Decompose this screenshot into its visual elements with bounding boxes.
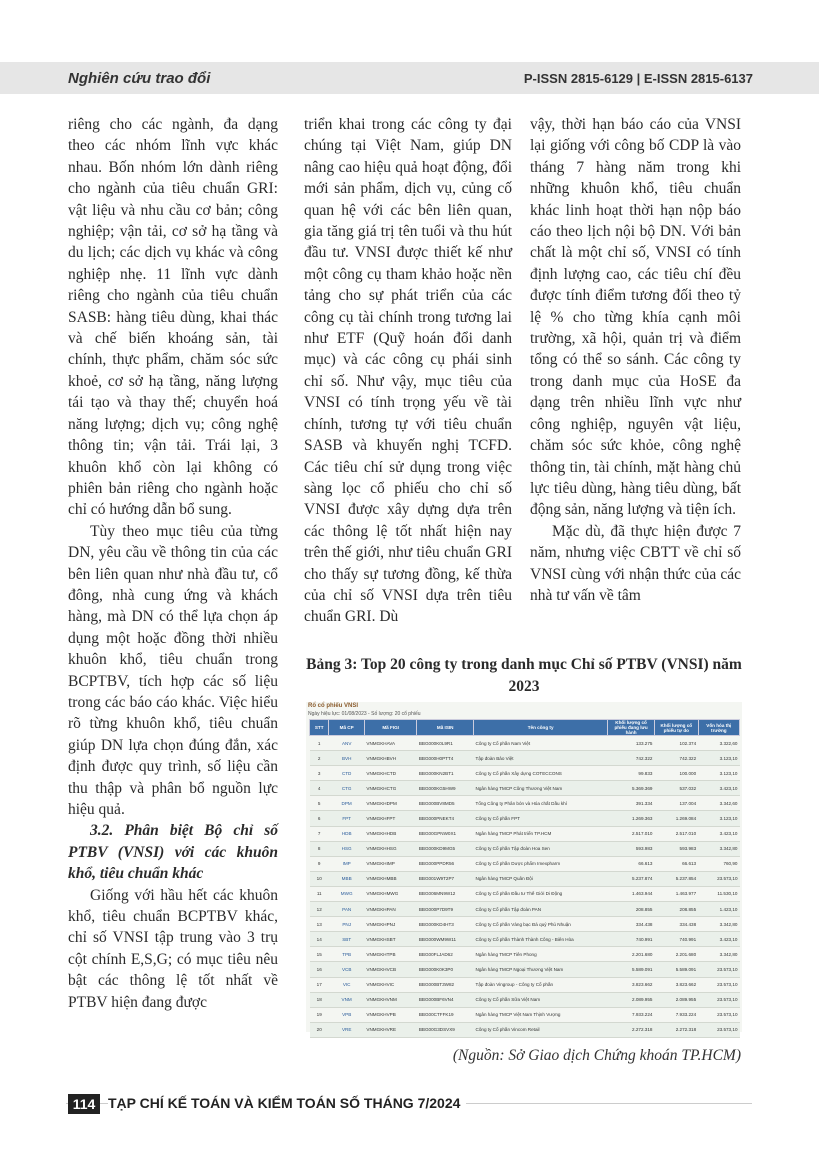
table-cell: Công ty Cổ phần Đầu tư Thế Giới Di Động — [474, 886, 608, 901]
table-cell: 2.089.955 — [608, 992, 655, 1007]
paragraph: triển khai trong các công ty đại chúng tại Việt Nam, giúp DN nâng cao hiệu quả hoạt động, đổi mới sản phẩm, dịch vụ, củng cố quan hệ với các bên liên quan, gia tăng giá trị tên tuổi và thu hút đầu tư. VNSI được thiết kế như một công cụ tham khảo hoặc nền tảng cho sự phát triển của các công cụ tài chính trong tương lai như ETF (Quỹ hoán đổi danh mục) và các công cụ phái sinh chỉ số. Như vậy, mục tiêu của VNSI có tính trọng yếu về tài chính, tương tự với tiêu chuẩn SASB và khuyến nghị TCFD. Các tiêu chí sử dụng trong việc sàng lọc cổ phiếu cho chỉ số VNSI được xây dựng dựa trên các thông lệ tốt nhất hiện nay trên thế giới, như tiêu chuẩn GRI cho thấy sự tương đồng, kế thừa của chỉ số VNSI dựa trên tiêu chuẩn GRI. Dù — [304, 116, 512, 626]
table-cell: 3.423,10 — [698, 932, 739, 947]
table-cell: 137.004 — [654, 796, 698, 811]
table-cell: VNMGKHBVH — [364, 751, 416, 766]
table-cell: BBG000KG5HW9 — [417, 781, 474, 796]
table-row — [310, 1022, 740, 1037]
table-row — [310, 736, 740, 751]
table-cell: Ngân hàng TMCP Công Thương Việt Nam — [474, 781, 608, 796]
table-cell: 66.613 — [608, 856, 655, 871]
table-cell: CTG — [329, 781, 365, 796]
table-cell: MBB — [329, 871, 365, 886]
table-row — [310, 766, 740, 781]
table-cell: 2.517.010 — [608, 826, 655, 841]
column-header: Khối lượng cổ phiếu tự do — [654, 720, 698, 736]
table-cell: BBG000K0L9R1 — [417, 736, 474, 751]
table-cell: 66.613 — [654, 856, 698, 871]
table-cell: BBG000PPDR56 — [417, 856, 474, 871]
table-cell: 2.517.010 — [654, 826, 698, 841]
table-cell: 16 — [310, 962, 329, 977]
table-cell: 3.123,10 — [698, 766, 739, 781]
column-header: STT — [310, 720, 329, 736]
column-header: Vốn hóa thị trường — [698, 720, 739, 736]
table-cell: HSG — [329, 841, 365, 856]
table-cell: 7 — [310, 826, 329, 841]
table-cell: 19 — [310, 1007, 329, 1022]
table-cell: 3.823.662 — [654, 977, 698, 992]
table-cell: Công ty Cổ phần Xây dựng COTECCONS — [474, 766, 608, 781]
table-cell: 23.573,10 — [698, 992, 739, 1007]
paragraph: Giống với hầu hết các khuôn khổ, tiêu chuẩn BCPTBV khác, chỉ số VNSI tập trung vào 3 trụ cột chính E,S,G; có mục tiêu nêu bật các thông lệ tốt nhất về PTBV hiện đang được — [68, 886, 278, 1011]
table-row — [310, 977, 740, 992]
table-cell: BBG000BF6VN4 — [417, 992, 474, 1007]
table-row — [310, 932, 740, 947]
table-cell: 208.855 — [608, 902, 655, 917]
table-cell: HDB — [329, 826, 365, 841]
table-cell: VNMGKHAVA — [364, 736, 416, 751]
table-cell: BBG000WM9W11 — [417, 932, 474, 947]
table-cell: VNMGKHFPT — [364, 811, 416, 826]
table-cell: 12 — [310, 902, 329, 917]
table-cell: MWG — [329, 886, 365, 901]
table-cell: 3.342,80 — [698, 947, 739, 962]
table-cell: Công ty Cổ phần Tập đoàn Hoa Sen — [474, 841, 608, 856]
table-subcaption: Ngày hiệu lực: 01/08/2023 - Số lượng: 20 cổ phiếu — [308, 711, 421, 717]
table-cell: 593.983 — [608, 841, 655, 856]
table-cell: BBG00CTFFK19 — [417, 1007, 474, 1022]
table-cell: 100.000 — [654, 766, 698, 781]
table-cell: VNMGKHMBB — [364, 871, 416, 886]
table-cell: 3.342,80 — [698, 917, 739, 932]
table-cell: BBG000BT3W82 — [417, 977, 474, 992]
table-cell: Công ty Cổ phần FPT — [474, 811, 608, 826]
table-row — [310, 826, 740, 841]
table-row — [310, 917, 740, 932]
column-header: Mã ISIN — [417, 720, 474, 736]
table-cell: VRE — [329, 1022, 365, 1037]
table-cell: VIC — [329, 977, 365, 992]
table-cell: VNMGKHSBT — [364, 932, 416, 947]
table-row — [310, 1007, 740, 1022]
table-cell: PNJ — [329, 917, 365, 932]
table-row — [310, 886, 740, 901]
table-cell: PAN — [329, 902, 365, 917]
table-cell: 133.275 — [608, 736, 655, 751]
table-cell: DPM — [329, 796, 365, 811]
table-cell: 208.855 — [654, 902, 698, 917]
table-row — [310, 871, 740, 886]
table-cell: 14 — [310, 932, 329, 947]
paragraph: vậy, thời hạn báo cáo của VNSI lại giống với công bố CDP là vào tháng 7 hàng năm trong khi những khuôn khổ, tiêu chuẩn khác linh hoạt thời hạn nộp báo cáo theo lịch nội bộ DN. Với bản chất là một chỉ số, VNSI có tính định lượng cao, các tiêu chí đều được tính điểm tương đối theo tỷ lệ % cho từng khía cạnh môi trường, xã hội, quản trị và điểm tổng có thể so sánh. Các công ty trong danh mục của HoSE đa dạng trên nhiều lĩnh vực như công nghiệp, nguyên vật liệu, chăm sóc sức khỏe, công nghệ thông tin, tài chính, mặt hàng chủ lực tiêu dùng, hàng tiêu dùng, bất động sản, năng lượng và tiện ích. — [530, 116, 741, 519]
table-cell: IMP — [329, 856, 365, 871]
table-cell: 7.933.224 — [608, 1007, 655, 1022]
table-cell: Công ty Cổ phần Vincom Retail — [474, 1022, 608, 1037]
table-cell: FPT — [329, 811, 365, 826]
table-cell: Ngân hàng TMCP Việt Nam Thịnh Vượng — [474, 1007, 608, 1022]
table-cell: 15 — [310, 947, 329, 962]
table-cell: 99.833 — [608, 766, 655, 781]
table-cell: BBG000BV8MD5 — [417, 796, 474, 811]
table-cell: BBG000H0PTT4 — [417, 751, 474, 766]
column-3 — [530, 114, 741, 606]
table-caption: Rổ cổ phiếu VNSI — [308, 703, 359, 709]
table-cell: 740.991 — [654, 932, 698, 947]
table-cell: 537.032 — [654, 781, 698, 796]
paragraph: riêng cho các ngành, đa dạng theo các nhóm lĩnh vực khác nhau. Bốn nhóm lớn dành riêng cho ngành của tiêu chuẩn GRI: vật liệu và nhu cầu cơ bản; công nghiệp; vận tải, cơ sở hạ tầng và du lịch; các dịch vụ khác và công nghiệp nhẹ. 11 lĩnh vực dành riêng cho ngành của tiêu chuẩn SASB: hàng tiêu dùng, khai thác và chế biến khoáng sản, tài chính, thực phẩm, chăm sóc sức khoẻ, cơ sở hạ tầng, năng lượng tái tạo và thay thế; chuyển hoá năng lượng; dịch vụ; công nghệ thông tin; vận tải. Trái lại, 3 khuôn khổ còn lại không có phiên bản riêng cho ngành hoặc chỉ có hướng dẫn bổ sung. — [68, 116, 278, 519]
table-cell: BBG000PNEKT4 — [417, 811, 474, 826]
table-cell: VNMGKHPAN — [364, 902, 416, 917]
issn-label: P-ISSN 2815-6129 | E-ISSN 2815-6137 — [523, 71, 753, 86]
table-cell: Ngân hàng TMCP Quân Đội — [474, 871, 608, 886]
table-cell: 23.573,10 — [698, 1022, 739, 1037]
table-cell: 742.322 — [654, 751, 698, 766]
table-cell: Ngân hàng TMCP Phát triển TP.HCM — [474, 826, 608, 841]
table-cell: 5 — [310, 796, 329, 811]
table-cell: 11 — [310, 886, 329, 901]
table-cell: VNMGKHVPB — [364, 1007, 416, 1022]
table-cell: Tập đoàn Bảo Việt — [474, 751, 608, 766]
table-cell: 23.573,10 — [698, 871, 739, 886]
table-cell: 9 — [310, 856, 329, 871]
table-cell: VNMGKHVCB — [364, 962, 416, 977]
table-cell: 17 — [310, 977, 329, 992]
column-header: Khối lượng cổ phiếu đang lưu hành — [608, 720, 655, 736]
table-cell: VNMGKHIMP — [364, 856, 416, 871]
table-cell: Công ty Cổ phần Tập đoàn PAN — [474, 902, 608, 917]
table-cell: 740.991 — [608, 932, 655, 947]
table-cell: Công ty Cổ phần Nam Việt — [474, 736, 608, 751]
table-cell: Công ty Cổ phần Dược phẩm Imexpharm — [474, 856, 608, 871]
table-row — [310, 962, 740, 977]
table-row — [310, 781, 740, 796]
table-row — [310, 751, 740, 766]
table-cell: VNMGKHVRE — [364, 1022, 416, 1037]
table-row — [310, 796, 740, 811]
table-cell: 23.573,10 — [698, 1007, 739, 1022]
table-cell: 102.374 — [654, 736, 698, 751]
table-cell: 3.423,10 — [698, 826, 739, 841]
table-cell: Công ty Cổ phần Thành Thành Công - Biên Hòa — [474, 932, 608, 947]
column-header: Tên công ty — [474, 720, 608, 736]
table-row — [310, 902, 740, 917]
table-cell: 3.123,10 — [698, 751, 739, 766]
paragraph: Mặc dù, đã thực hiện được 7 năm, nhưng việc CBTT về chỉ số VNSI cùng với nhận thức của các nhà tư vấn về tâm — [530, 522, 741, 604]
column-header: Mã FIGI — [364, 720, 416, 736]
paragraph: Tùy theo mục tiêu của từng DN, yêu cầu về thông tin của các bên liên quan như nhà đầu tư, cổ đông, nhà cung ứng và khách hàng, mà DN có thể lựa chọn áp dụng một hoặc đồng thời nhiều khuôn khổ, tiêu chuẩn trong BCPTBV, tích hợp các số liệu trong các báo cáo khác. Việc hiểu rõ từng khuôn khổ, tiêu chuẩn giúp DN lựa chọn đúng đắn, xác định được quy trình, số liệu cần thu thập và phân bổ nguồn lực hiệu quả. — [68, 522, 278, 818]
table-cell: 1.269.084 — [654, 811, 698, 826]
table-cell: BBG001W9T2P7 — [417, 871, 474, 886]
table-cell: 18 — [310, 992, 329, 1007]
table-cell: Công ty Cổ phần Vàng bạc Đá quý Phú Nhuận — [474, 917, 608, 932]
table-cell: 334.438 — [608, 917, 655, 932]
table-cell: SBT — [329, 932, 365, 947]
table-cell: 391.334 — [608, 796, 655, 811]
table-cell: VNMGKHPNJ — [364, 917, 416, 932]
table-cell: ANV — [329, 736, 365, 751]
table-cell: 23.573,10 — [698, 962, 739, 977]
table-cell: 2.089.955 — [654, 992, 698, 1007]
table-cell: BBG000P7D9T9 — [417, 902, 474, 917]
table-title: Bảng 3: Top 20 công ty trong danh mục Chỉ số PTBV (VNSI) năm 2023 — [306, 656, 742, 695]
table-row — [310, 856, 740, 871]
table-cell: 3.342,80 — [698, 841, 739, 856]
table-cell: TPB — [329, 947, 365, 962]
table-cell: Tổng Công ty Phân bón và Hóa chất Dầu khí — [474, 796, 608, 811]
table-cell: 5.589.091 — [654, 962, 698, 977]
table-cell: BBG000KD9MG5 — [417, 841, 474, 856]
table-cell: CTD — [329, 766, 365, 781]
table-cell: 11.530,10 — [698, 886, 739, 901]
table-cell: 1.269.363 — [608, 811, 655, 826]
table-cell: VPB — [329, 1007, 365, 1022]
table-cell: 3.342,60 — [698, 796, 739, 811]
table-row — [310, 947, 740, 962]
table-cell: 5.589.091 — [608, 962, 655, 977]
table-cell: VNMGKHCTG — [364, 781, 416, 796]
table-cell: Tập đoàn Vingroup - Công ty Cổ phần — [474, 977, 608, 992]
table-cell: VNMGKHHSG — [364, 841, 416, 856]
table-row — [310, 992, 740, 1007]
table-cell: 23.573,10 — [698, 977, 739, 992]
table-cell: Công ty Cổ phần Sữa Việt Nam — [474, 992, 608, 1007]
table-cell: 2.272.318 — [608, 1022, 655, 1037]
table-cell: 2.201.680 — [654, 947, 698, 962]
column-2 — [304, 114, 512, 628]
table-cell: BBG000K0K3P0 — [417, 962, 474, 977]
table-cell: 760,90 — [698, 856, 739, 871]
table-cell: VNMGKHVNM — [364, 992, 416, 1007]
table-cell: 5.369.369 — [608, 781, 655, 796]
table-cell: 3.322,60 — [698, 736, 739, 751]
table-row — [310, 811, 740, 826]
table-cell: VNMGKHHDB — [364, 826, 416, 841]
table-cell: 10 — [310, 871, 329, 886]
table-cell: BBG00FLJAD62 — [417, 947, 474, 962]
table-cell: 6 — [310, 811, 329, 826]
column-header: Mã CP — [329, 720, 365, 736]
table-cell: 13 — [310, 917, 329, 932]
table-cell: VNMGKHTPB — [364, 947, 416, 962]
page-number: 114 — [68, 1094, 100, 1114]
table-cell: Ngân hàng TMCP Tiên Phong — [474, 947, 608, 962]
vnsi-table — [309, 719, 740, 1038]
table-cell: 3 — [310, 766, 329, 781]
section-title: Nghiên cứu trao đổi — [68, 70, 211, 87]
table-cell: 1.463.944 — [608, 886, 655, 901]
table-cell: 1.423,10 — [698, 902, 739, 917]
table-cell: 593.983 — [654, 841, 698, 856]
table-cell: 5.237.874 — [608, 871, 655, 886]
table-cell: VCB — [329, 962, 365, 977]
table-cell: 1.463.977 — [654, 886, 698, 901]
table-cell: VNM — [329, 992, 365, 1007]
table-cell: VNMGKHCTD — [364, 766, 416, 781]
table-cell: 20 — [310, 1022, 329, 1037]
table-cell: BBG00GPNW0X1 — [417, 826, 474, 841]
table-cell: 3.823.662 — [608, 977, 655, 992]
table-cell: VNMGKHMWG — [364, 886, 416, 901]
table-cell: 5.237.854 — [654, 871, 698, 886]
table-cell: 4 — [310, 781, 329, 796]
journal-title: TẠP CHÍ KẾ TOÁN VÀ KIỂM TOÁN SỐ THÁNG 7/2024 — [108, 1095, 466, 1111]
table-cell: 334.438 — [654, 917, 698, 932]
table-cell: VNMGKHDPM — [364, 796, 416, 811]
table-cell: BBG000KD4HT3 — [417, 917, 474, 932]
table-cell: Ngân hàng TMCP Ngoại Thương Việt Nam — [474, 962, 608, 977]
table-cell: 2.201.680 — [608, 947, 655, 962]
table-cell: 742.322 — [608, 751, 655, 766]
table-cell: 8 — [310, 841, 329, 856]
table-cell: 3.423,10 — [698, 781, 739, 796]
table-cell: 2 — [310, 751, 329, 766]
table-cell: BBG00G3DSVX9 — [417, 1022, 474, 1037]
column-1 — [68, 114, 278, 1013]
table-cell: BBG006MN9W12 — [417, 886, 474, 901]
table-cell: 1 — [310, 736, 329, 751]
table-cell: 2.272.318 — [654, 1022, 698, 1037]
table-cell: 3.123,10 — [698, 811, 739, 826]
table-cell: VNMGKHVIC — [364, 977, 416, 992]
table-row — [310, 841, 740, 856]
table-header-row — [310, 720, 740, 736]
table-cell: BVH — [329, 751, 365, 766]
table-cell: 7.933.224 — [654, 1007, 698, 1022]
section-heading: 3.2. Phân biệt Bộ chỉ số PTBV (VNSI) với các khuôn khổ, tiêu chuẩn khác — [68, 822, 278, 883]
table-cell: BBG000KN2BT1 — [417, 766, 474, 781]
table-source: (Nguồn: Sở Giao dịch Chứng khoán TP.HCM) — [452, 1047, 741, 1064]
